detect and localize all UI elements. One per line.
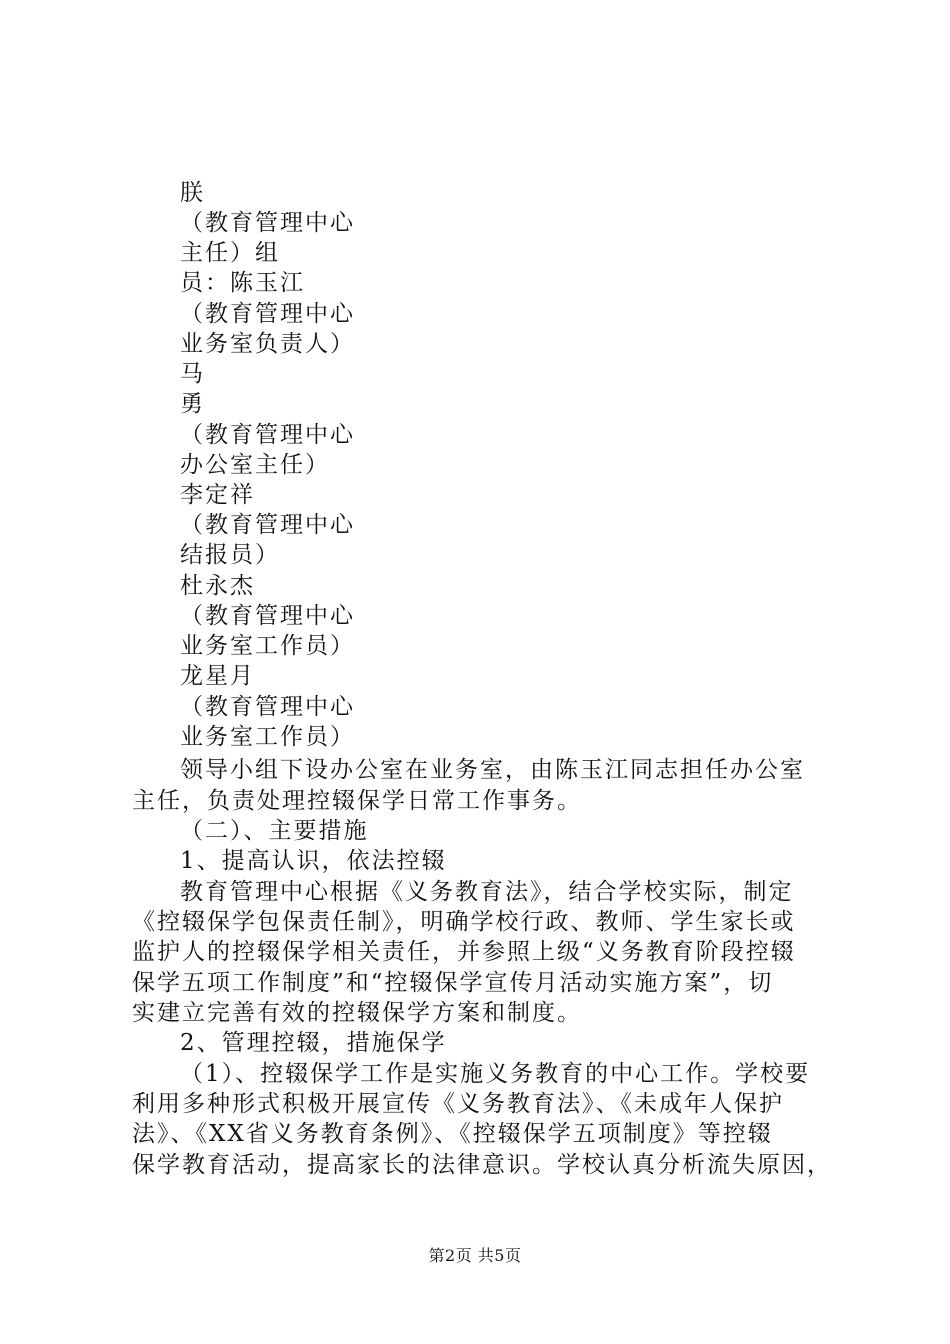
roster-line: （教育管理中心 (180, 422, 355, 448)
roster-line: 办公室主任） (180, 452, 330, 478)
paragraph-line: 实建立完善有效的控辍保学方案和制度。 (132, 1000, 582, 1026)
roster-line: 马 (180, 361, 205, 387)
roster-line: 龙星月 (180, 663, 255, 689)
paragraph-line: 主任，负责处理控辍保学日常工作事务。 (132, 788, 582, 814)
roster-line: （教育管理中心 (180, 603, 355, 629)
roster-line: 业务室工作员） (180, 724, 355, 750)
roster-line: 业务室工作员） (180, 633, 355, 659)
paragraph-line: 教育管理中心根据《义务教育法》，结合学校实际，制定 (180, 879, 794, 905)
section-heading: （二）、主要措施 (180, 818, 369, 844)
roster-line: （教育管理中心 (180, 301, 355, 327)
roster-line: （教育管理中心 (180, 512, 355, 538)
subsection-heading: 2、管理控辍，措施保学 (180, 1030, 447, 1056)
roster-line: 杜永杰 (180, 573, 255, 599)
roster-line: 结报员） (180, 542, 280, 568)
paragraph-line: （1）、控辍保学工作是实施义务教育的中心工作。学校要 (180, 1061, 811, 1087)
paragraph-line: 保学五项工作制度”和“控辍保学宣传月活动实施方案”，切 (132, 970, 774, 996)
roster-line: 李定祥 (180, 482, 255, 508)
roster-line: 员：陈玉江 (180, 270, 305, 296)
roster-line: 主任）组 (180, 240, 280, 266)
page-number-footer: 第2页 共5页 (428, 1246, 522, 1265)
paragraph-line: 《控辍保学包保责任制》，明确学校行政、教师、学生家长或 (132, 909, 796, 935)
paragraph-line: 监护人的控辍保学相关责任，并参照上级“义务教育阶段控辍 (132, 939, 796, 965)
paragraph-line: 领导小组下设办公室在业务室，由陈玉江同志担任办公室 (180, 757, 805, 783)
paragraph-line: 保学教育活动，提高家长的法律意识。学校认真分析流失原因， (132, 1152, 832, 1178)
paragraph-line: 利用多种形式积极开展宣传《义务教育法》、《未成年人保护 (132, 1091, 784, 1117)
paragraph-line: 法》、《XX省义务教育条例》、《控辍保学五项制度》等控辍 (132, 1121, 773, 1147)
roster-line: （教育管理中心 (180, 694, 355, 720)
roster-line: 业务室负责人） (180, 331, 355, 357)
subsection-heading: 1、提高认识，依法控辍 (180, 848, 447, 874)
roster-line: 朕 (180, 180, 205, 206)
roster-line: （教育管理中心 (180, 210, 355, 236)
roster-line: 勇 (180, 391, 205, 417)
